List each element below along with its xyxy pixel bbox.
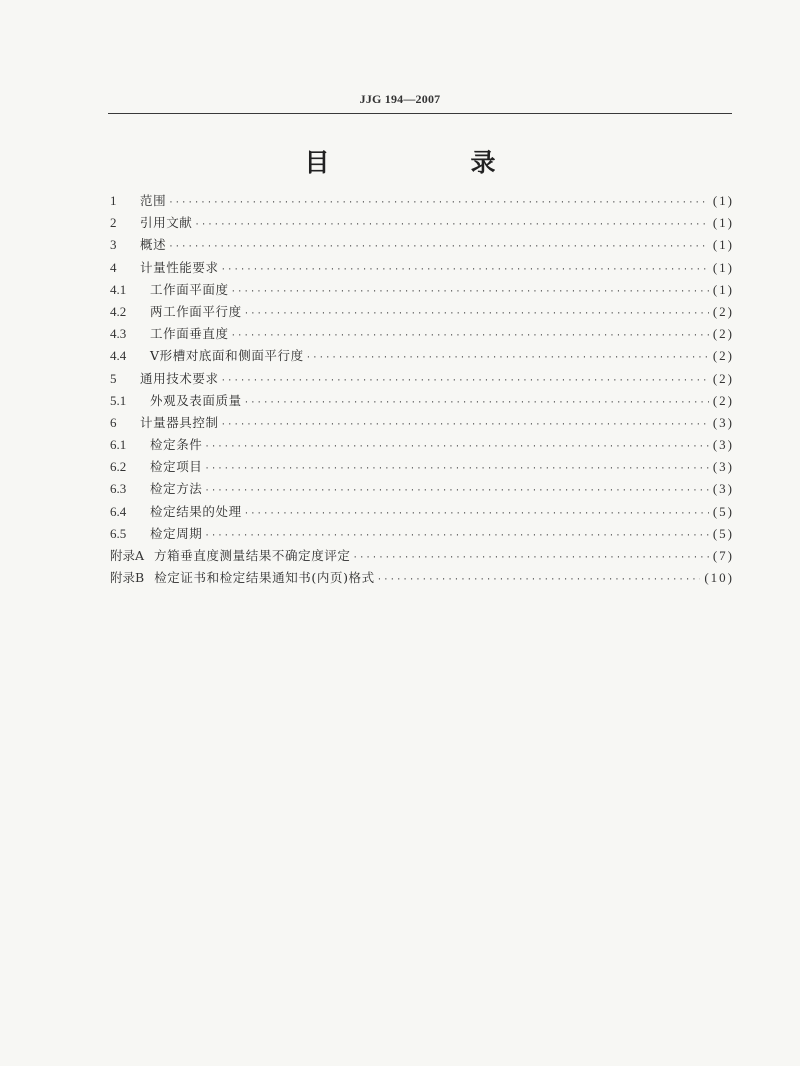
toc-title: 目 录 [304, 148, 554, 177]
toc-entry-page: (3) [712, 414, 734, 430]
toc-entry-label: 通用技术要求 [140, 370, 219, 386]
toc-entry-page: (3) [712, 459, 734, 475]
toc-dot-leader [377, 569, 701, 591]
toc-entry-page: (1) [712, 193, 734, 208]
toc-entry-page: (2) [712, 370, 734, 386]
toc-dot-leader [168, 236, 709, 258]
toc-entry-page: (3) [712, 437, 734, 453]
toc-entry[interactable] [110, 545, 734, 567]
toc-entry[interactable] [110, 523, 734, 545]
toc-entry-label: 检定项目 [150, 459, 203, 475]
toc-entry-number: 1 [110, 193, 117, 208]
toc-entry[interactable] [110, 567, 734, 589]
toc-dot-leader [306, 347, 709, 369]
toc-entry-label: 工作面平面度 [150, 281, 229, 297]
toc-entry-page: (2) [712, 392, 734, 408]
toc-entry-number: 4.3 [110, 326, 127, 342]
toc-entry-number: 5.1 [110, 392, 127, 408]
toc-entry-number: 附录A [110, 548, 145, 563]
toc-entry-number: 附录B [110, 570, 145, 586]
toc-dot-leader [194, 214, 708, 236]
toc-dot-leader [204, 480, 708, 502]
toc-entry-number: 6.1 [110, 437, 127, 453]
toc-entry[interactable] [110, 456, 734, 478]
toc-entry-page: (7) [712, 548, 734, 563]
toc-entry-label: 引用文献 [140, 215, 193, 231]
toc-entry-label: 两工作面平行度 [150, 303, 242, 319]
toc-entry-page: (1) [712, 259, 734, 275]
table-of-contents [110, 190, 734, 589]
toc-entry[interactable] [110, 345, 734, 367]
toc-entry-page: (1) [712, 281, 734, 297]
toc-entry-label: 方箱垂直度测量结果不确定度评定 [154, 548, 351, 563]
toc-entry-page: (1) [712, 237, 734, 253]
toc-dot-leader [204, 458, 708, 480]
toc-dot-leader [204, 436, 708, 458]
toc-dot-leader [221, 370, 709, 392]
toc-dot-leader [244, 303, 709, 325]
toc-entry-number: 5 [110, 370, 117, 386]
toc-entry-label: 计量器具控制 [140, 414, 219, 430]
toc-dot-leader [221, 414, 709, 436]
toc-dot-leader [231, 281, 709, 303]
toc-entry[interactable] [110, 257, 734, 279]
toc-entry-page: (2) [712, 326, 734, 342]
toc-entry-number: 4.2 [110, 303, 127, 319]
toc-entry-label: V形槽对底面和侧面平行度 [150, 348, 304, 364]
toc-entry-number: 6.2 [110, 459, 127, 475]
toc-entry-label: 检定方法 [150, 481, 203, 497]
toc-dot-leader [244, 503, 709, 525]
header-rule [108, 113, 732, 114]
toc-dot-leader [353, 547, 709, 569]
toc-entry-label: 检定条件 [150, 437, 203, 453]
toc-entry-number: 6.3 [110, 481, 127, 497]
toc-entry[interactable] [110, 390, 734, 412]
toc-entry-page: (3) [712, 481, 734, 497]
toc-entry[interactable] [110, 301, 734, 323]
toc-entry-label: 检定周期 [150, 525, 203, 541]
toc-entry-number: 6.4 [110, 503, 127, 519]
toc-entry-number: 6 [110, 414, 117, 430]
toc-entry-number: 3 [110, 237, 117, 253]
toc-dot-leader [204, 525, 708, 547]
toc-entry[interactable] [110, 368, 734, 390]
toc-entry-page: (2) [712, 348, 734, 364]
toc-entry-number: 2 [110, 215, 117, 231]
toc-dot-leader [231, 325, 709, 347]
toc-entry-label: 工作面垂直度 [150, 326, 229, 342]
toc-entry-label: 范围 [140, 193, 167, 208]
toc-dot-leader [244, 392, 709, 414]
toc-entry[interactable] [110, 279, 734, 301]
standard-code-header: JJG 194—2007 [359, 92, 441, 106]
toc-entry-number: 4.4 [110, 348, 127, 364]
toc-entry-number: 4.1 [110, 281, 127, 297]
toc-entry[interactable] [110, 501, 734, 523]
toc-entry-label: 外观及表面质量 [150, 392, 242, 408]
toc-entry[interactable] [110, 234, 734, 256]
toc-entry-page: (5) [712, 503, 734, 519]
toc-entry[interactable] [110, 434, 734, 456]
toc-entry-label: 概述 [140, 237, 167, 253]
toc-dot-leader [168, 192, 709, 214]
toc-dot-leader [221, 259, 709, 281]
toc-entry-page: (1) [712, 215, 734, 231]
toc-entry[interactable] [110, 323, 734, 345]
toc-entry[interactable] [110, 478, 734, 500]
toc-entry-number: 4 [110, 259, 117, 275]
toc-entry-number: 6.5 [110, 525, 127, 541]
toc-entry[interactable] [110, 212, 734, 234]
toc-entry-page: (5) [712, 525, 734, 541]
toc-entry[interactable] [110, 190, 734, 212]
toc-entry-page: (2) [712, 303, 734, 319]
toc-entry-page: (10) [704, 570, 734, 586]
toc-entry-label: 检定结果的处理 [150, 503, 242, 519]
toc-entry-label: 检定证书和检定结果通知书(内页)格式 [154, 570, 375, 586]
toc-entry[interactable] [110, 412, 734, 434]
toc-entry-label: 计量性能要求 [140, 259, 219, 275]
